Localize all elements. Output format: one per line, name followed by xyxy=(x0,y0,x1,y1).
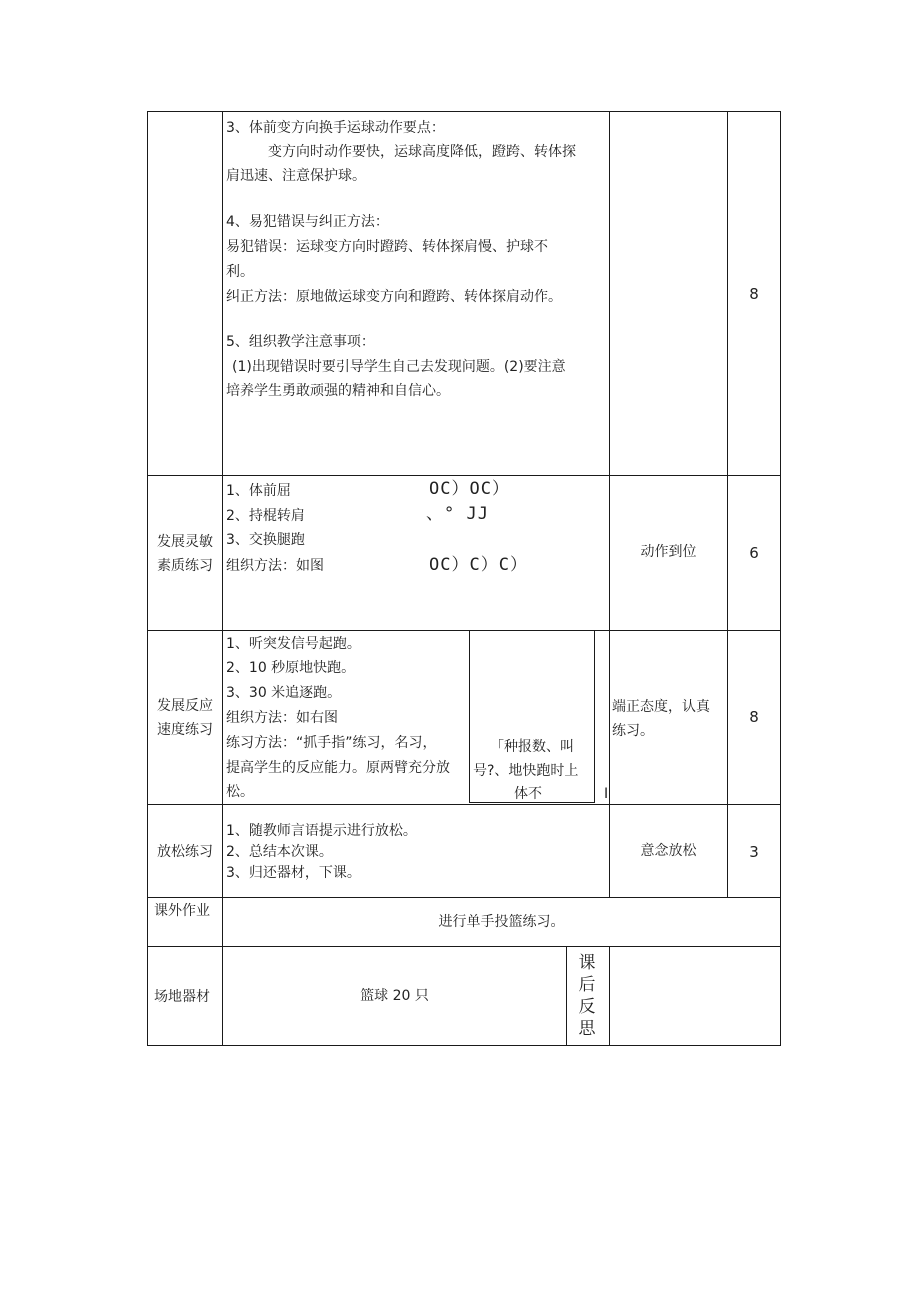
row4-item-2: 2、总结本次课。 xyxy=(226,844,333,860)
row3-item-7: 松。 xyxy=(226,784,254,800)
row2-item-3: 3、交换腿跑 xyxy=(226,532,305,548)
table-border-left xyxy=(147,111,148,1046)
homework-content: 进行单手投篮练习。 xyxy=(438,914,565,930)
table-border-top xyxy=(147,111,781,112)
row-divider-2 xyxy=(147,630,781,631)
point-text-5b: 培养学生勇敢顽强的精神和自信心。 xyxy=(226,383,450,399)
row3-requirement-a: 端正态度，认真 xyxy=(612,699,710,715)
row3-item-3: 3、30 米追逐跑。 xyxy=(226,685,342,701)
point-text-5a: (1)出现错误时要引导学生自己去发现问题。(2)要注意 xyxy=(232,359,566,375)
inner-col-divider-a xyxy=(469,630,470,803)
point-text-3a: 变方向时动作要快，运球高度降低，蹬跨、转体探 xyxy=(268,144,576,160)
col-divider-requirement xyxy=(609,111,610,898)
row4-requirement: 意念放松 xyxy=(640,843,697,859)
time-cell-1: 8 xyxy=(749,285,759,303)
table-border-bottom xyxy=(147,1045,781,1046)
row4-label: 放松练习 xyxy=(157,844,213,860)
row3-item-5: 练习方法：“抓手指”练习，名习， xyxy=(226,735,437,751)
row2-label-b: 素质练习 xyxy=(157,558,213,574)
row-divider-4 xyxy=(147,897,781,898)
error-text-a: 易犯错误：运球变方向时蹬跨、转体探肩慢、护球不 xyxy=(226,239,548,255)
point-title-4: 4、易犯错误与纠正方法： xyxy=(226,214,389,230)
row2-item-4: 组织方法：如图 xyxy=(226,558,324,574)
table-border-right xyxy=(780,111,781,1046)
time-cell-3: 8 xyxy=(749,708,759,726)
point-text-3b: 肩迅速、注意保护球。 xyxy=(226,168,366,184)
diagram-line-3: OC）C）C） xyxy=(429,555,528,575)
row-divider-1 xyxy=(147,475,781,476)
equipment-content: 篮球 20 只 xyxy=(360,988,429,1004)
row3-item-4: 组织方法：如右图 xyxy=(226,710,338,726)
time-cell-4: 3 xyxy=(749,843,759,861)
point-title-3: 3、体前变方向换手运球动作要点： xyxy=(226,120,445,136)
reflection-label: 课后反思 xyxy=(578,953,596,1039)
row3-item-2: 2、10 秒原地快跑。 xyxy=(226,660,356,676)
row5-label: 课外作业 xyxy=(154,903,210,919)
row3-side-a: 「种报数、叫 xyxy=(490,739,574,755)
reflect-col-right xyxy=(609,946,610,1046)
inner-col-divider-b xyxy=(594,630,595,803)
row3-side-mark: I xyxy=(604,786,609,802)
point-title-5: 5、组织教学注意事项： xyxy=(226,334,375,350)
row2-label-a: 发展灵敏 xyxy=(157,534,213,550)
row4-item-3: 3、归还器材，下课。 xyxy=(226,865,361,881)
row2-requirement: 动作到位 xyxy=(640,544,697,560)
row-divider-5 xyxy=(147,946,781,947)
col-divider-time xyxy=(727,111,728,898)
row2-item-2: 2、持棍转肩 xyxy=(226,508,305,524)
row3-item-1: 1、听突发信号起跑。 xyxy=(226,636,361,652)
time-cell-2: 6 xyxy=(749,544,759,562)
row3-side-c: 体不 xyxy=(514,786,542,802)
error-text-b: 利。 xyxy=(226,264,254,280)
reflect-col-left xyxy=(566,946,567,1046)
row3-requirement-b: 练习。 xyxy=(612,723,654,739)
fix-text: 纠正方法：原地做运球变方向和蹬跨、转体探肩动作。 xyxy=(226,289,562,305)
diagram-line-2: 、° JJ xyxy=(426,504,489,524)
row3-item-6: 提高学生的反应能力。原两臂充分放 xyxy=(226,760,450,776)
row-divider-3 xyxy=(147,804,781,805)
row4-item-1: 1、随教师言语提示进行放松。 xyxy=(226,823,417,839)
row3-side-b: 号?、地快跑时上 xyxy=(473,763,579,779)
row2-item-1: 1、体前屈 xyxy=(226,483,291,499)
diagram-line-1: OC）OC） xyxy=(429,479,510,499)
col-divider-label xyxy=(222,111,223,1046)
row6-label: 场地器材 xyxy=(154,989,210,1005)
row3-label-a: 发展反应 xyxy=(157,698,213,714)
row3-label-b: 速度练习 xyxy=(157,722,213,738)
